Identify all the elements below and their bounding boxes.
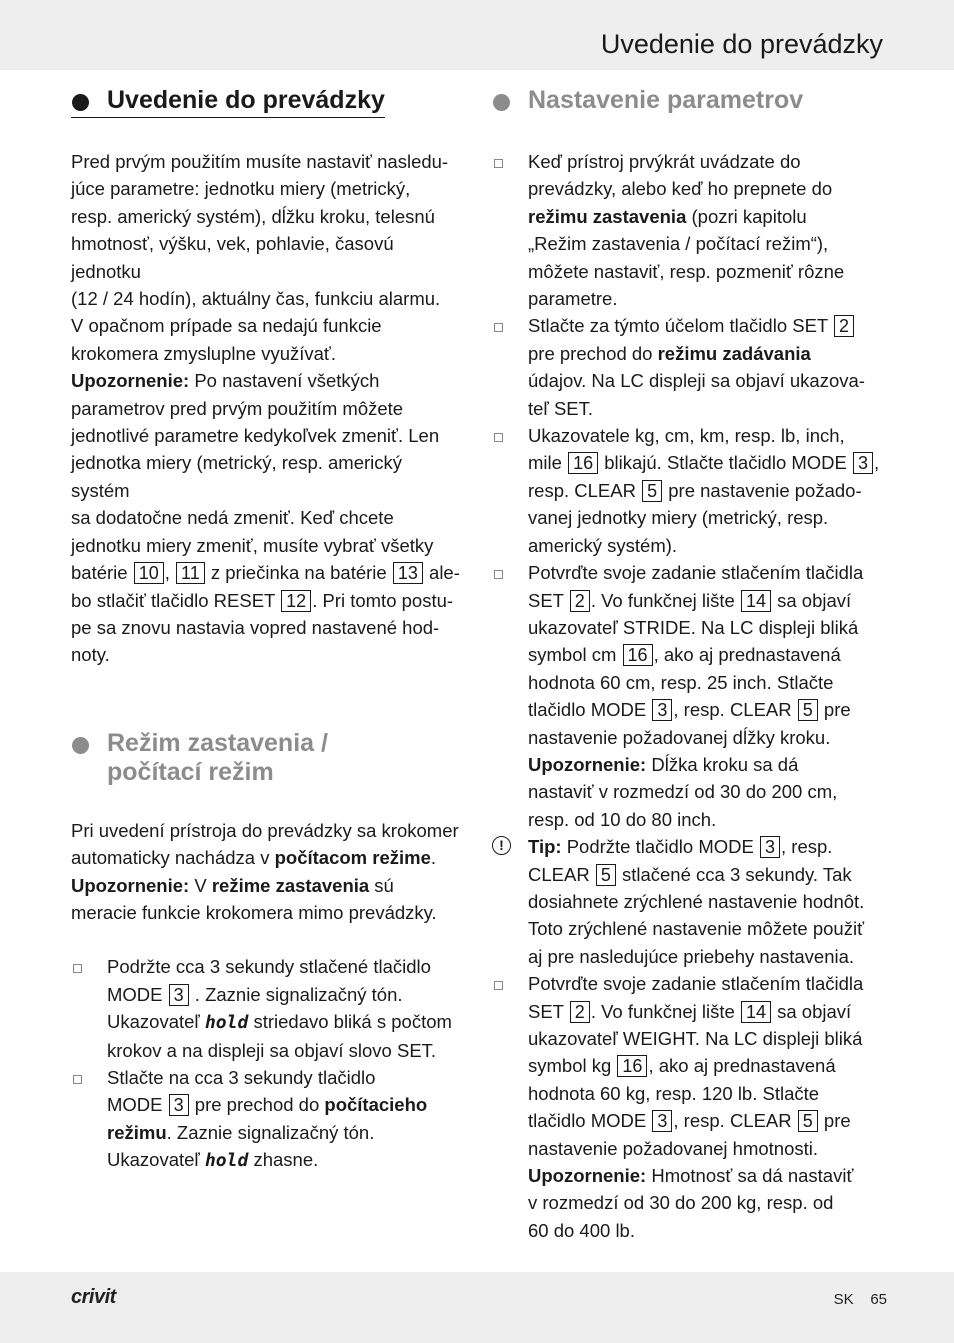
- ref-5: 5: [642, 480, 662, 502]
- ref-5: 5: [596, 864, 616, 886]
- note-weight: Upozornenie: Hmotnosť sa dá nastaviť v rozmedzí od 30 do 200 kg, resp. od 60 do 400 lb.: [528, 1165, 854, 1241]
- ref-10: 10: [134, 562, 164, 584]
- list-item: Potvrďte svoje zadanie stlačením tlačidla SET 2 . Vo funkčnej lište 14 sa objaví ukazovateľ WEIGHT. Na LC displeji bliká symbol kg 16 , ako aj prednastavená hodnota 60 kg, resp. 120 lb. Stlačte tlačidlo MODE 3 , resp. CLEAR 5 pre nastavenie požadovanej hmotnosti.: [492, 970, 884, 1162]
- ref-14: 14: [741, 1001, 771, 1023]
- ref-11: 11: [176, 562, 205, 584]
- ref-12: 12: [281, 590, 311, 612]
- list-item: Keď prístroj prvýkrát uvádzate do prevádzky, alebo keď ho prepnete do režimu zastavenia (pozri kapitolu „Režim zastavenia / počítací režim“), môžete nastaviť, resp. pozmeniť rôzne parametre.: [492, 148, 884, 312]
- checkbox-bullet-icon: [73, 1075, 82, 1084]
- ref-5: 5: [798, 699, 818, 721]
- ref-14: 14: [741, 590, 771, 612]
- ref-3: 3: [652, 1110, 672, 1132]
- tip-block: ! Tip: Podržte tlačidlo MODE 3 , resp. CLEAR 5 stlačené cca 3 sekundy. Tak dosiahnete zrýchlené nastavenie hodnôt. Toto zrýchlené nastavenie môžete použiť aj pre nasledujúce priebehy nastavenia.: [492, 833, 884, 970]
- ref-16: 16: [617, 1055, 647, 1077]
- ref-16: 16: [568, 452, 598, 474]
- list-item: Podržte cca 3 sekundy stlačené tlačidlo MODE 3 . Zaznie signalizačný tón. Ukazovateľ hold striedavo bliká s počtom krokov a na displeji sa objaví slovo SET.: [71, 953, 463, 1064]
- checkbox-bullet-icon: [494, 570, 503, 579]
- exclamation-icon: !: [492, 836, 511, 855]
- ref-16: 16: [623, 644, 653, 666]
- page-number: 65: [870, 1291, 887, 1308]
- page-info: [834, 1291, 887, 1308]
- ref-3: 3: [169, 1094, 189, 1116]
- ref-3: 3: [652, 699, 672, 721]
- hold-display: hold: [204, 1012, 249, 1034]
- ref-5: 5: [798, 1110, 818, 1132]
- bullet-dot-icon: [72, 737, 89, 754]
- checkbox-bullet-icon: [494, 433, 503, 442]
- list-item: Stlačte za týmto účelom tlačidlo SET 2 pre prechod do režimu zadávania údajov. Na LC displeji sa objaví ukazova- teľ SET.: [492, 312, 884, 422]
- crivit-logo: crivit: [71, 1286, 116, 1308]
- ref-13: 13: [393, 562, 423, 584]
- section-title-rezim: Režim zastavenia / počítací režim: [71, 729, 463, 787]
- note-stride: Upozornenie: Dĺžka kroku sa dá nastaviť v rozmedzí od 30 do 200 cm, resp. od 10 do 80 inch.: [528, 753, 838, 830]
- section-title-nastavenie: Nastavenie parametrov: [492, 86, 884, 115]
- list-item: Potvrďte svoje zadanie stlačením tlačidla SET 2 . Vo funkčnej lište 14 sa objaví ukazovateľ STRIDE. Na LC displeji bliká symbol cm 16 , ako aj prednastavená hodnota 60 cm, resp. 25 inch. Stlačte tlačidlo MODE 3 , resp. CLEAR 5 pre nastavenie požadovanej dĺžky kroku.: [492, 559, 884, 751]
- right-column: [492, 86, 884, 1244]
- left-column: [71, 86, 463, 1175]
- mode-paragraph: Pri uvedení prístroja do prevádzky sa krokomer automaticky nachádza v počítacom režime. Upozornenie: V režime zastavenia sú meracie funkcie krokomera mimo prevádzky.: [71, 819, 459, 923]
- hold-display: hold: [204, 1150, 249, 1172]
- checkbox-bullet-icon: [73, 964, 82, 973]
- list-item: Ukazovatele kg, cm, km, resp. lb, inch, mile 16 blikajú. Stlačte tlačidlo MODE 3 , resp. CLEAR 5 pre nastavenie požado- vanej jednotky miery (metrický, resp. americký systém).: [492, 422, 884, 559]
- language-code: SK: [833, 1291, 854, 1308]
- checkbox-bullet-icon: [494, 323, 503, 332]
- footer-bar: [0, 1272, 954, 1343]
- checkbox-bullet-icon: [494, 981, 503, 990]
- ref-3: 3: [169, 984, 189, 1006]
- checkbox-bullet-icon: [494, 159, 503, 168]
- page-header-title: Uvedenie do prevádzky: [600, 29, 883, 59]
- intro-paragraph: Pred prvým použitím musíte nastaviť nasledu- júce parametre: jednotku miery (metrický, resp. americký systém), dĺžku kroku, telesnú hmotnosť, výšku, vek, pohlavie, časovú jednotku (12 / 24 hodín), aktuálny čas, funkciu alarmu. V opačnom prípade sa nedajú funkcie krokomera zmysluplne využívať. Upozornenie: Po nastavení všetkých parametrov pred prvým použitím môžete jednotlivé parametre kedykoľvek zmeniť. Len jednotka miery (metrický, resp. americký systém sa dodatočne nedá zmeniť. Keď chcete jednotku miery zmeniť, musíte vybrať všetky batérie 10 , 11 z priečinka na batérie 13 ale- bo stlačiť tlačidlo RESET 12 . Pri tomto postu- pe sa znovu nastavia vopred nastavené hod- noty.: [71, 151, 460, 666]
- ref-2: 2: [570, 590, 590, 612]
- bullet-dot-icon: [493, 94, 510, 111]
- ref-2: 2: [834, 315, 854, 337]
- section-title-uvedenie: Uvedenie do prevádzky: [71, 86, 385, 118]
- ref-2: 2: [570, 1001, 590, 1023]
- ref-3: 3: [853, 452, 873, 474]
- bullet-dot-icon: [72, 94, 89, 111]
- ref-3: 3: [760, 836, 780, 858]
- list-item: Stlačte na cca 3 sekundy tlačidlo MODE 3 pre prechod do počítacieho režimu. Zaznie signalizačný tón. Ukazovateľ hold zhasne.: [71, 1064, 463, 1175]
